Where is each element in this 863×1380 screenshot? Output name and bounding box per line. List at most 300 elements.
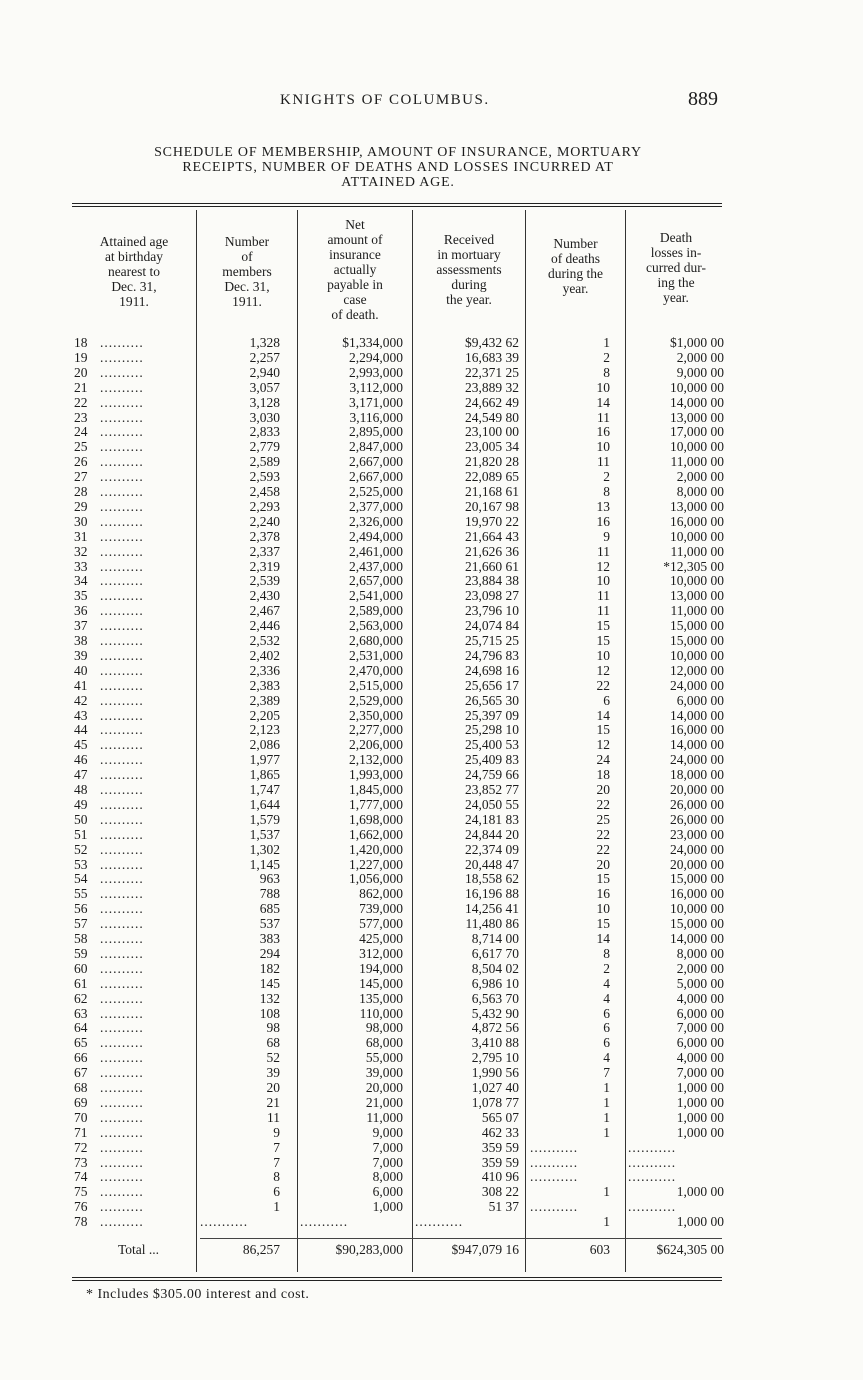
- cell-members: 9: [273, 1124, 280, 1140]
- cell-insurance: 68,000: [365, 1035, 403, 1051]
- cell-members: 1,644: [249, 796, 280, 812]
- cell-members: 2,319: [249, 558, 280, 574]
- cell-deaths: 2: [603, 349, 610, 365]
- cell-deaths: 20: [596, 782, 610, 797]
- header-line: assessments: [436, 262, 502, 277]
- cell-losses: 23,000 00: [670, 826, 724, 842]
- table-row: [0, 916, 863, 931]
- cell-deaths: 11: [597, 409, 610, 425]
- blank-dots: ...........: [628, 1199, 677, 1215]
- cell-age: 27: [74, 469, 88, 485]
- cell-insurance: 3,171,000: [349, 394, 403, 410]
- dot-leader: ..........: [100, 528, 144, 544]
- dot-leader: ..........: [100, 633, 144, 648]
- cell-losses: 1,000 00: [676, 1080, 724, 1095]
- header-line: actually: [333, 262, 377, 277]
- cell-received: 51 37: [488, 1199, 519, 1215]
- cell-losses: 10,000 00: [670, 379, 724, 395]
- cell-members: 2,940: [249, 364, 280, 380]
- cell-insurance: 2,667,000: [349, 469, 403, 485]
- cell-received: 16,196 88: [465, 886, 519, 902]
- cell-age: 65: [74, 1035, 88, 1051]
- blank-dots: ...........: [628, 1154, 677, 1170]
- table-row: [0, 588, 863, 603]
- cell-insurance: 2,993,000: [349, 364, 403, 380]
- header-line: Received: [443, 232, 495, 247]
- table-row: [0, 886, 863, 901]
- dot-leader: ..........: [100, 1005, 144, 1021]
- cell-received: 23,098 27: [465, 588, 519, 604]
- cell-insurance: 312,000: [359, 945, 403, 961]
- cell-insurance: 2,657,000: [349, 573, 403, 589]
- cell-age: 43: [74, 707, 88, 723]
- cell-members: 2,123: [249, 722, 280, 738]
- cell-insurance: 2,563,000: [349, 618, 403, 634]
- header-line: members: [222, 264, 272, 279]
- cell-members: 2,402: [249, 647, 280, 663]
- cell-losses: 26,000 00: [670, 796, 724, 812]
- cell-received: 25,409 83: [465, 752, 519, 768]
- cell-deaths: 6: [603, 1005, 610, 1021]
- cell-members: 2,389: [249, 692, 280, 708]
- dot-leader: ..........: [100, 1094, 144, 1110]
- table-row: [0, 961, 863, 976]
- cell-deaths: 15: [596, 722, 610, 738]
- cell-losses: 11,000 00: [670, 454, 724, 470]
- table-row: [0, 1020, 863, 1035]
- cell-age: 42: [74, 692, 88, 708]
- dot-leader: ..........: [100, 513, 144, 529]
- dot-leader: ..........: [100, 603, 144, 619]
- table-row: [0, 737, 863, 752]
- table-row: [0, 991, 863, 1006]
- cell-losses: 13,000 00: [670, 409, 724, 425]
- dot-leader: ..........: [100, 1065, 144, 1081]
- cell-insurance: 135,000: [359, 990, 403, 1006]
- dot-leader: ..........: [100, 811, 144, 827]
- header-line: 1911.: [232, 294, 262, 309]
- cell-insurance: 9,000: [372, 1124, 403, 1140]
- table-row: [0, 380, 863, 395]
- table-row: [0, 857, 863, 872]
- cell-insurance: 2,531,000: [349, 647, 403, 663]
- dot-leader: ..........: [100, 543, 144, 559]
- cell-insurance: 2,515,000: [349, 677, 403, 693]
- table-row: [0, 365, 863, 380]
- dot-leader: ..........: [100, 826, 144, 842]
- cell-received: 25,400 53: [465, 737, 519, 753]
- cell-age: 23: [74, 409, 88, 425]
- cell-deaths: 15: [596, 871, 610, 887]
- cell-members: 52: [266, 1050, 280, 1066]
- table-row: [0, 350, 863, 365]
- cell-losses: 4,000 00: [676, 1050, 724, 1066]
- cell-received: 21,664 43: [465, 528, 519, 544]
- total-received: $947,079 16: [451, 1242, 519, 1257]
- cell-received: 410 96: [481, 1169, 519, 1185]
- cell-members: 1,145: [249, 856, 280, 872]
- dot-leader: ..........: [100, 990, 144, 1006]
- cell-losses: 1,000 00: [676, 1109, 724, 1125]
- table-row: [0, 827, 863, 842]
- cell-deaths: 8: [603, 364, 610, 380]
- cell-received: 6,986 10: [471, 975, 519, 991]
- header-line: 1911.: [119, 294, 149, 309]
- dot-leader: ..........: [100, 737, 144, 753]
- cell-insurance: $1,334,000: [342, 335, 403, 350]
- cell-deaths: 1: [603, 335, 610, 350]
- cell-deaths: 22: [596, 677, 610, 693]
- cell-age: 75: [74, 1184, 88, 1200]
- cell-age: 74: [74, 1169, 88, 1185]
- blank-dots: ...........: [300, 1214, 349, 1230]
- cell-received: 6,617 70: [471, 945, 519, 961]
- table-row: [0, 976, 863, 991]
- dot-leader: ..........: [100, 1154, 144, 1170]
- dot-leader: ..........: [100, 349, 144, 365]
- cell-losses: 2,000 00: [676, 469, 724, 485]
- table-row: [0, 946, 863, 961]
- cell-received: 24,074 84: [465, 618, 519, 634]
- cell-received: 23,852 77: [465, 782, 519, 797]
- cell-received: 25,298 10: [465, 722, 519, 738]
- blank-dots: ...........: [530, 1154, 579, 1170]
- cell-age: 60: [74, 960, 88, 976]
- cell-members: 20: [266, 1080, 280, 1095]
- bottom-rule: [72, 1277, 722, 1278]
- cell-deaths: 6: [603, 1035, 610, 1051]
- cell-deaths: 15: [596, 618, 610, 634]
- cell-deaths: 16: [596, 513, 610, 529]
- cell-insurance: 21,000: [365, 1094, 403, 1110]
- cell-members: 2,240: [249, 513, 280, 529]
- cell-members: 1,579: [249, 811, 280, 827]
- table-row: [0, 1214, 863, 1229]
- dot-leader: ..........: [100, 871, 144, 887]
- cell-age: 39: [74, 647, 88, 663]
- total-deaths: 603: [589, 1242, 610, 1257]
- cell-members: 132: [259, 990, 280, 1006]
- cell-deaths: 14: [596, 931, 610, 946]
- cell-received: 5,432 90: [471, 1005, 519, 1021]
- cell-deaths: 18: [596, 767, 610, 783]
- header-line: Net: [345, 217, 365, 232]
- cell-insurance: 145,000: [359, 975, 403, 991]
- cell-age: 29: [74, 498, 88, 514]
- header-line: Dec. 31,: [224, 279, 270, 294]
- dot-leader: ..........: [100, 498, 144, 514]
- cell-age: 56: [74, 901, 88, 917]
- cell-losses: 16,000 00: [670, 513, 724, 529]
- cell-members: 1,865: [249, 767, 280, 783]
- dot-leader: ..........: [100, 588, 144, 604]
- cell-losses: 18,000 00: [670, 767, 724, 783]
- dot-leader: ..........: [100, 424, 144, 440]
- cell-members: 68: [266, 1035, 280, 1051]
- dot-leader: ..........: [100, 618, 144, 634]
- dot-leader: ..........: [100, 722, 144, 738]
- header-line: Number: [553, 236, 598, 251]
- table-row: [0, 395, 863, 410]
- cell-deaths: 16: [596, 424, 610, 440]
- cell-deaths: 12: [596, 737, 610, 753]
- cell-insurance: 11,000: [366, 1109, 403, 1125]
- cell-age: 58: [74, 931, 88, 946]
- cell-members: 11: [267, 1109, 280, 1125]
- blank-dots: ...........: [200, 1214, 249, 1230]
- cell-received: 24,796 83: [465, 647, 519, 663]
- cell-deaths: 8: [603, 945, 610, 961]
- cell-age: 50: [74, 811, 88, 827]
- cell-losses: 7,000 00: [676, 1020, 724, 1036]
- cell-losses: 13,000 00: [670, 498, 724, 514]
- cell-received: 1,990 56: [471, 1065, 519, 1081]
- table-row: [0, 1155, 863, 1170]
- cell-members: 2,467: [249, 603, 280, 619]
- cell-age: 41: [74, 677, 88, 693]
- cell-age: 40: [74, 662, 88, 678]
- total-members: 86,257: [242, 1242, 280, 1257]
- cell-age: 30: [74, 513, 88, 529]
- table-row: [0, 1140, 863, 1155]
- table-row: [0, 663, 863, 678]
- cell-deaths: 2: [603, 960, 610, 976]
- dot-leader: ..........: [100, 1109, 144, 1125]
- cell-deaths: 10: [596, 379, 610, 395]
- dot-leader: ..........: [100, 1020, 144, 1036]
- cell-deaths: 22: [596, 796, 610, 812]
- cell-losses: 10,000 00: [670, 439, 724, 455]
- header-line: payable in: [327, 277, 383, 292]
- table-row: [0, 1110, 863, 1125]
- cell-insurance: 2,206,000: [349, 737, 403, 753]
- cell-members: 145: [259, 975, 280, 991]
- cell-insurance: 2,541,000: [349, 588, 403, 604]
- cell-losses: 20,000 00: [670, 782, 724, 797]
- cell-losses: 16,000 00: [670, 886, 724, 902]
- dot-leader: ..........: [100, 901, 144, 917]
- dot-leader: ..........: [100, 469, 144, 485]
- cell-deaths: 15: [596, 633, 610, 648]
- dot-leader: ..........: [100, 692, 144, 708]
- table-row: [0, 603, 863, 618]
- cell-age: 46: [74, 752, 88, 768]
- cell-received: 25,715 25: [465, 633, 519, 648]
- cell-deaths: 11: [597, 543, 610, 559]
- cell-received: 21,820 28: [465, 454, 519, 470]
- cell-losses: 15,000 00: [670, 633, 724, 648]
- cell-members: 2,539: [249, 573, 280, 589]
- cell-deaths: 1: [603, 1109, 610, 1125]
- cell-losses: 11,000 00: [670, 603, 724, 619]
- dot-leader: ..........: [100, 1139, 144, 1155]
- cell-age: 66: [74, 1050, 88, 1066]
- cell-insurance: 862,000: [359, 886, 403, 902]
- cell-age: 21: [74, 379, 88, 395]
- cell-received: 3,410 88: [471, 1035, 519, 1051]
- cell-members: 383: [259, 931, 280, 946]
- dot-leader: ..........: [100, 573, 144, 589]
- table-row: [0, 618, 863, 633]
- cell-members: 2,430: [249, 588, 280, 604]
- cell-insurance: 1,662,000: [349, 826, 403, 842]
- dot-leader: ..........: [100, 945, 144, 961]
- cell-age: 53: [74, 856, 88, 872]
- cell-age: 68: [74, 1080, 88, 1095]
- page-number: 889: [688, 88, 718, 110]
- cell-members: 1,302: [249, 841, 280, 857]
- cell-members: 537: [259, 916, 280, 932]
- cell-members: 2,446: [249, 618, 280, 634]
- cell-age: 18: [74, 335, 88, 350]
- total-losses: $624,305 00: [656, 1242, 724, 1257]
- cell-age: 33: [74, 558, 88, 574]
- table-row: [0, 752, 863, 767]
- header-line: Death: [659, 230, 693, 245]
- cell-age: 64: [74, 1020, 88, 1036]
- cell-members: 2,336: [249, 662, 280, 678]
- cell-age: 73: [74, 1154, 88, 1170]
- cell-received: 11,480 86: [465, 916, 519, 932]
- cell-members: 2,532: [249, 633, 280, 648]
- cell-members: 2,779: [249, 439, 280, 455]
- table-row: [0, 797, 863, 812]
- cell-deaths: 6: [603, 1020, 610, 1036]
- table-row: [0, 514, 863, 529]
- cell-age: 52: [74, 841, 88, 857]
- cell-insurance: 6,000: [372, 1184, 403, 1200]
- cell-losses: $1,000 00: [670, 335, 724, 350]
- cell-received: 19,970 22: [465, 513, 519, 529]
- header-line: during: [451, 277, 487, 292]
- dot-leader: ..........: [100, 782, 144, 797]
- cell-deaths: 4: [603, 1050, 610, 1066]
- cell-insurance: 194,000: [359, 960, 403, 976]
- column-header-age: [74, 234, 194, 309]
- blank-dots: ...........: [530, 1169, 579, 1185]
- cell-deaths: 10: [596, 573, 610, 589]
- cell-members: 2,589: [249, 454, 280, 470]
- cell-received: 24,662 49: [465, 394, 519, 410]
- cell-members: 3,057: [249, 379, 280, 395]
- cell-received: 24,050 55: [465, 796, 519, 812]
- cell-insurance: 2,680,000: [349, 633, 403, 648]
- cell-received: 308 22: [481, 1184, 519, 1200]
- cell-received: 24,844 20: [465, 826, 519, 842]
- cell-insurance: 739,000: [359, 901, 403, 917]
- table-row: [0, 454, 863, 469]
- cell-deaths: 1: [603, 1080, 610, 1095]
- top-rule: [72, 203, 722, 204]
- footnote: * Includes $305.00 interest and cost.: [86, 1287, 310, 1302]
- cell-received: 22,374 09: [465, 841, 519, 857]
- header-line: case: [343, 292, 367, 307]
- cell-age: 22: [74, 394, 88, 410]
- cell-age: 55: [74, 886, 88, 902]
- cell-received: 4,872 56: [471, 1020, 519, 1036]
- blank-dots: ...........: [628, 1169, 677, 1185]
- cell-deaths: 22: [596, 826, 610, 842]
- page-header-title: KNIGHTS OF COLUMBUS.: [280, 92, 490, 108]
- dot-leader: ..........: [100, 439, 144, 455]
- cell-age: 26: [74, 454, 88, 470]
- cell-members: 2,337: [249, 543, 280, 559]
- dot-leader: ..........: [100, 767, 144, 783]
- total-label: Total ...: [118, 1242, 160, 1257]
- cell-insurance: 2,294,000: [349, 349, 403, 365]
- cell-age: 62: [74, 990, 88, 1006]
- dot-leader: ..........: [100, 707, 144, 723]
- cell-insurance: 425,000: [359, 931, 403, 946]
- cell-members: 1,328: [249, 335, 280, 350]
- cell-age: 78: [74, 1214, 88, 1230]
- cell-deaths: 6: [603, 692, 610, 708]
- table-row: [0, 1095, 863, 1110]
- cell-members: 7: [273, 1139, 280, 1155]
- cell-age: 44: [74, 722, 88, 738]
- cell-age: 37: [74, 618, 88, 634]
- cell-members: 2,293: [249, 498, 280, 514]
- cell-insurance: 110,000: [359, 1005, 403, 1021]
- cell-age: 71: [74, 1124, 88, 1140]
- cell-received: 23,005 34: [465, 439, 519, 455]
- cell-insurance: 2,895,000: [349, 424, 403, 440]
- cell-losses: 15,000 00: [670, 618, 724, 634]
- cell-insurance: 20,000: [365, 1080, 403, 1095]
- cell-insurance: 3,116,000: [349, 409, 403, 425]
- cell-received: 359 59: [481, 1154, 519, 1170]
- cell-deaths: 1: [603, 1184, 610, 1200]
- cell-insurance: 39,000: [365, 1065, 403, 1081]
- cell-members: 98: [266, 1020, 280, 1036]
- cell-losses: 7,000 00: [676, 1065, 724, 1081]
- cell-received: 565 07: [481, 1109, 519, 1125]
- table-row: [0, 424, 863, 439]
- cell-deaths: 25: [596, 811, 610, 827]
- cell-insurance: 1,420,000: [349, 841, 403, 857]
- cell-received: 23,796 10: [465, 603, 519, 619]
- cell-losses: 6,000 00: [676, 1005, 724, 1021]
- dot-leader: ..........: [100, 1169, 144, 1185]
- cell-deaths: 11: [597, 603, 610, 619]
- cell-age: 51: [74, 826, 88, 842]
- table-row: [0, 678, 863, 693]
- caption-line: SCHEDULE OF MEMBERSHIP, AMOUNT OF INSURANCE, MORTUARY: [154, 145, 642, 160]
- cell-received: 20,167 98: [465, 498, 519, 514]
- cell-losses: 10,000 00: [670, 528, 724, 544]
- cell-received: 25,656 17: [465, 677, 519, 693]
- total-rule: [200, 1238, 722, 1239]
- cell-losses: 12,000 00: [670, 662, 724, 678]
- cell-age: 20: [74, 364, 88, 380]
- header-line: of death.: [331, 307, 379, 322]
- cell-age: 48: [74, 782, 88, 797]
- header-line: at birthday: [104, 249, 164, 264]
- dot-leader: ..........: [100, 1214, 144, 1230]
- cell-losses: 20,000 00: [670, 856, 724, 872]
- cell-losses: 5,000 00: [676, 975, 724, 991]
- header-line: amount of: [327, 232, 383, 247]
- cell-losses: *12,305 00: [663, 558, 724, 574]
- dot-leader: ..........: [100, 364, 144, 380]
- cell-age: 31: [74, 528, 88, 544]
- cell-received: 16,683 39: [465, 349, 519, 365]
- cell-members: 3,128: [249, 394, 280, 410]
- cell-insurance: 577,000: [359, 916, 403, 932]
- table-row: [0, 1035, 863, 1050]
- cell-losses: 1,000 00: [676, 1094, 724, 1110]
- cell-deaths: 4: [603, 990, 610, 1006]
